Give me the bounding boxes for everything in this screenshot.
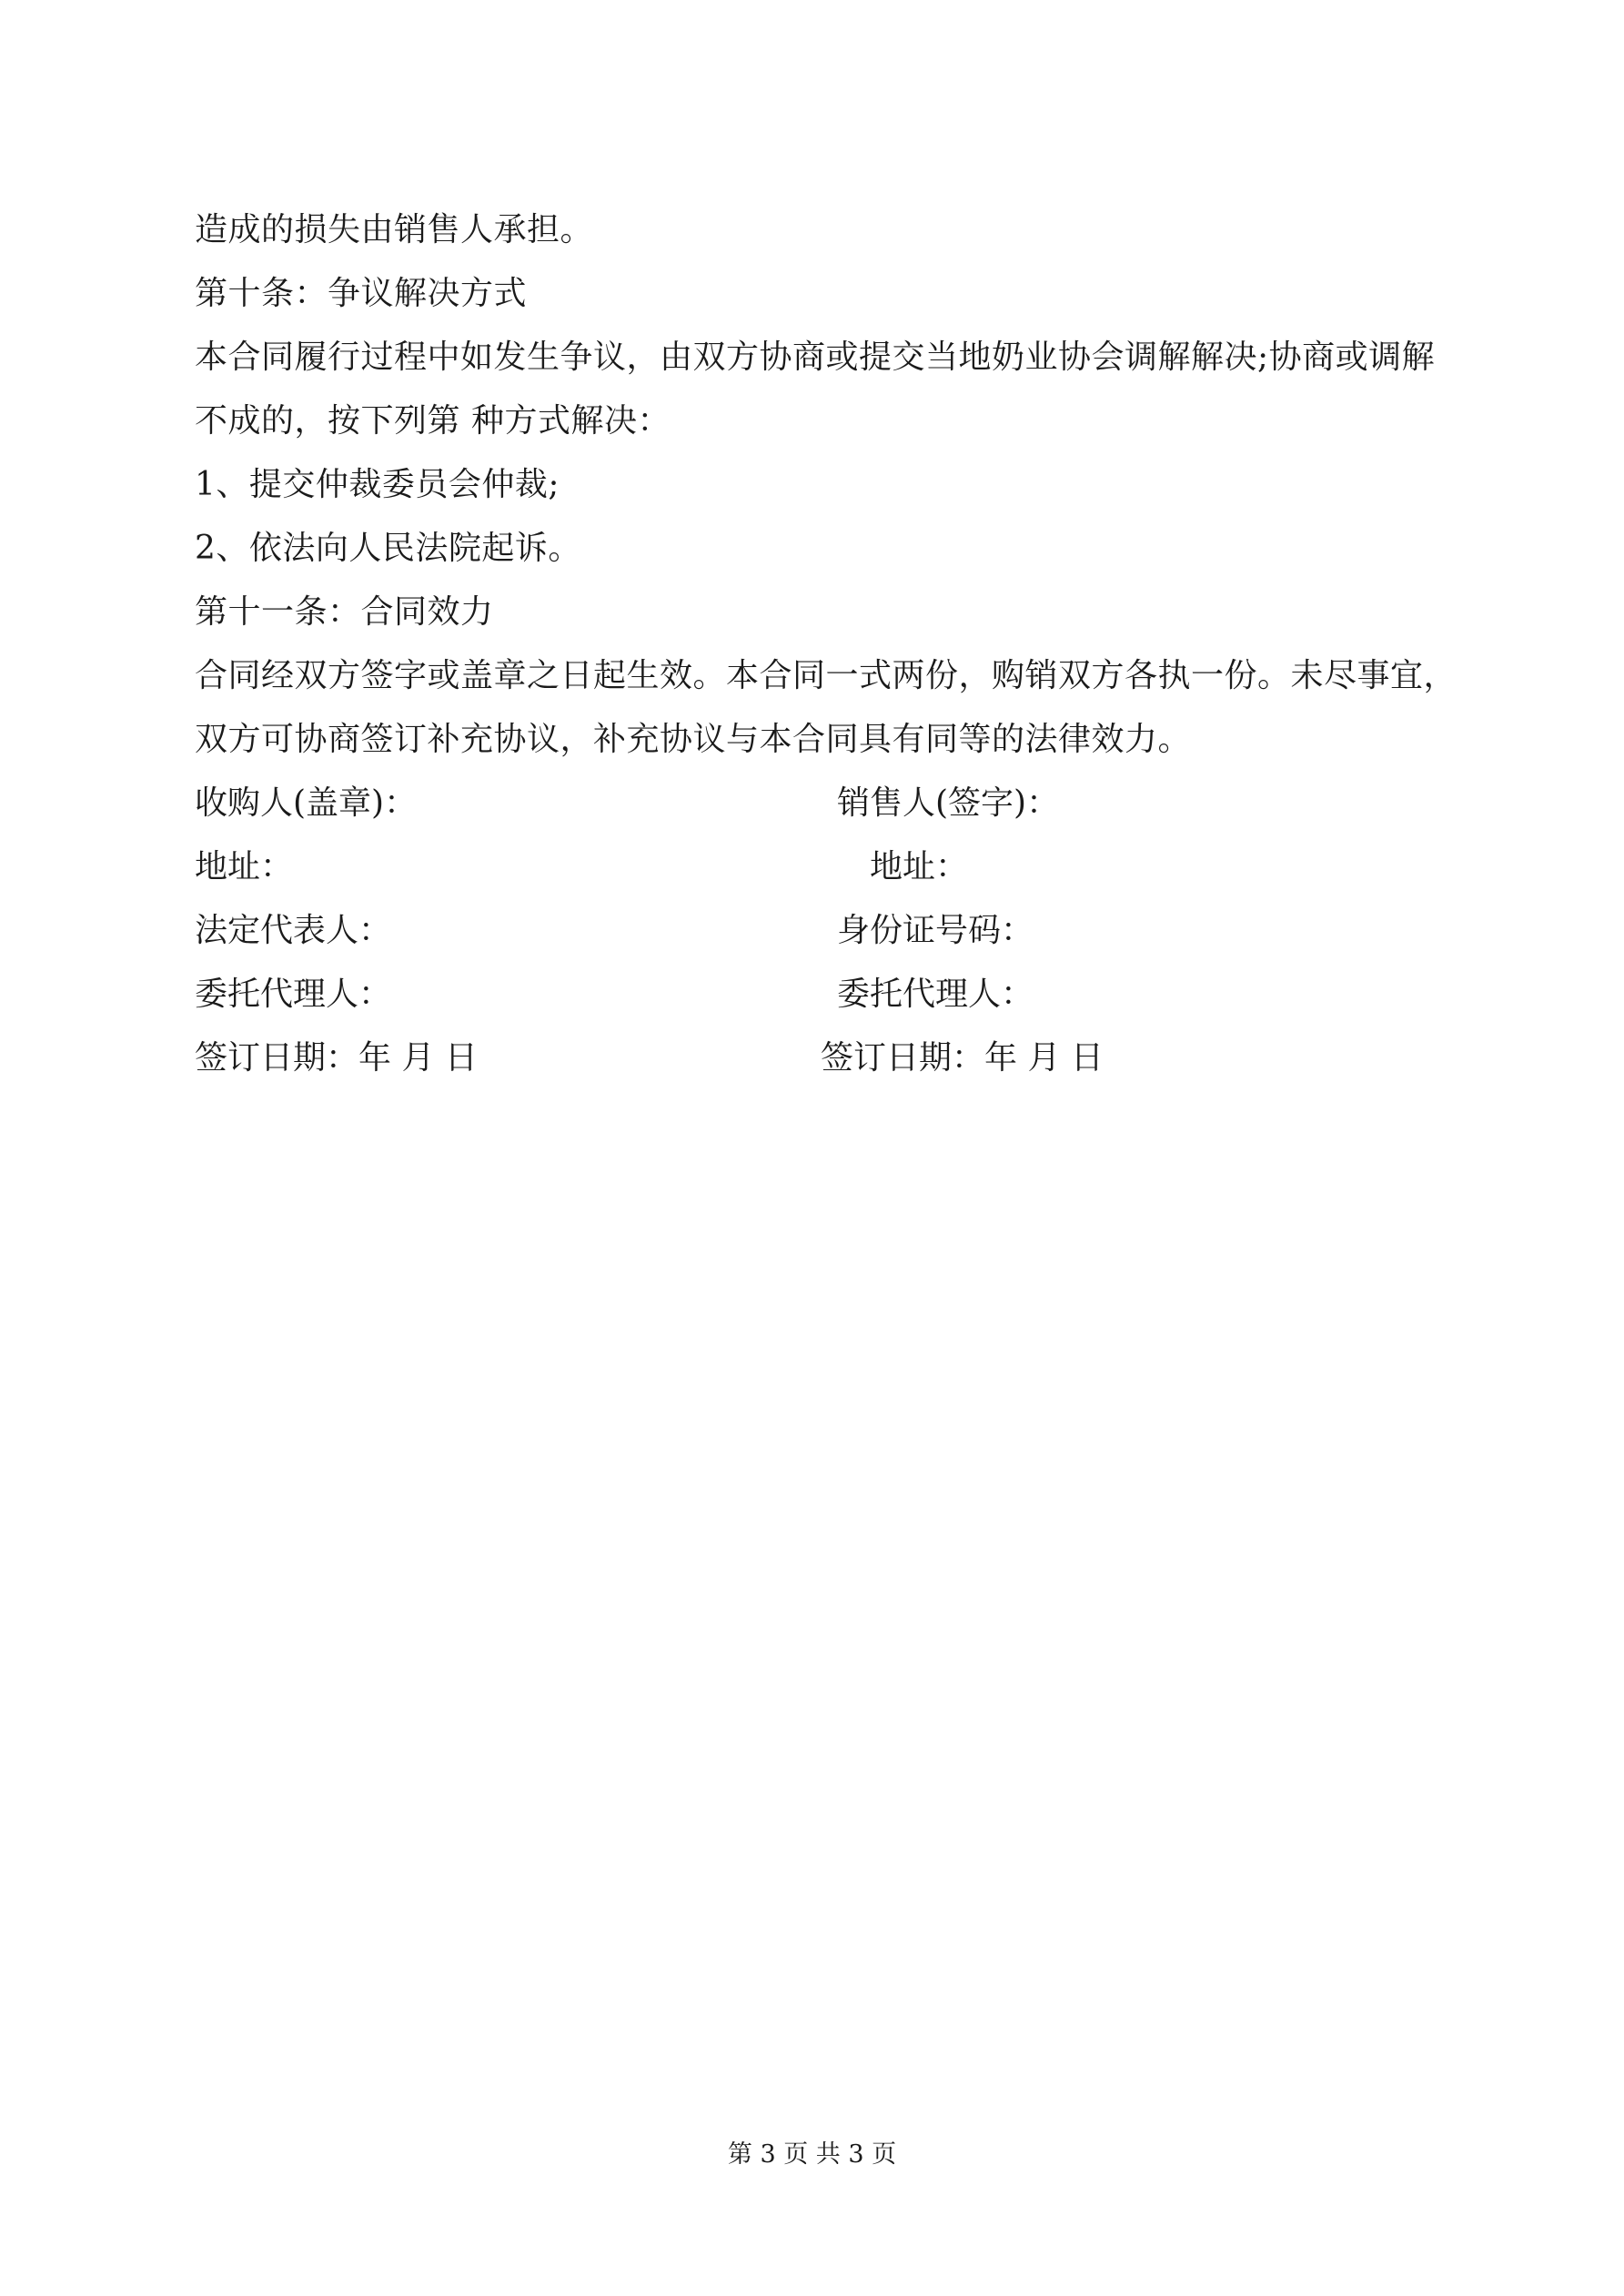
seller-signature-label: 销售人(签字)：	[837, 784, 1060, 822]
section-heading-article-10: 第十条：争议解决方式	[195, 275, 528, 312]
list-item-litigation: 2、依法向人民法院起诉。	[195, 530, 581, 567]
seller-agent-label: 委托代理人：	[837, 976, 1034, 1013]
section-heading-article-11: 第十一条：合同效力	[195, 593, 494, 631]
paragraph-line: 不成的，按下列第 种方式解决：	[195, 402, 671, 440]
buyer-sign-date-label: 签订日期：年 月 日	[195, 1039, 478, 1077]
signature-row-agent	[195, 963, 1468, 1027]
paragraph-line: 双方可协商签订补充协议，补充协议与本合同具有同等的法律效力。	[195, 721, 1192, 758]
paragraph-line: 造成的损失由销售人承担。	[195, 211, 594, 248]
seller-id-number-label: 身份证号码：	[837, 912, 1034, 949]
document-body	[195, 198, 1468, 1090]
signature-row-date	[195, 1027, 1468, 1090]
list-item-arbitration: 1、提交仲裁委员会仲裁;	[195, 466, 560, 503]
buyer-seal-label: 收购人(盖章)：	[195, 784, 418, 822]
buyer-address-label: 地址：	[195, 848, 294, 885]
seller-address-label: 地址：	[870, 848, 969, 885]
buyer-agent-label: 委托代理人：	[195, 976, 392, 1013]
seller-sign-date-label: 签订日期：年 月 日	[821, 1039, 1104, 1077]
page-number-footer: 第 3 页 共 3 页	[727, 2140, 897, 2169]
signature-row-party	[195, 772, 1468, 835]
buyer-legal-rep-label: 法定代表人：	[195, 912, 392, 949]
paragraph-line: 合同经双方签字或盖章之日起生效。本合同一式两份，购销双方各执一份。未尽事宜，	[195, 657, 1458, 694]
signature-row-representative	[195, 899, 1468, 963]
signature-row-address	[195, 835, 1468, 899]
paragraph-line: 本合同履行过程中如发生争议，由双方协商或提交当地奶业协会调解解决;协商或调解	[195, 339, 1436, 376]
